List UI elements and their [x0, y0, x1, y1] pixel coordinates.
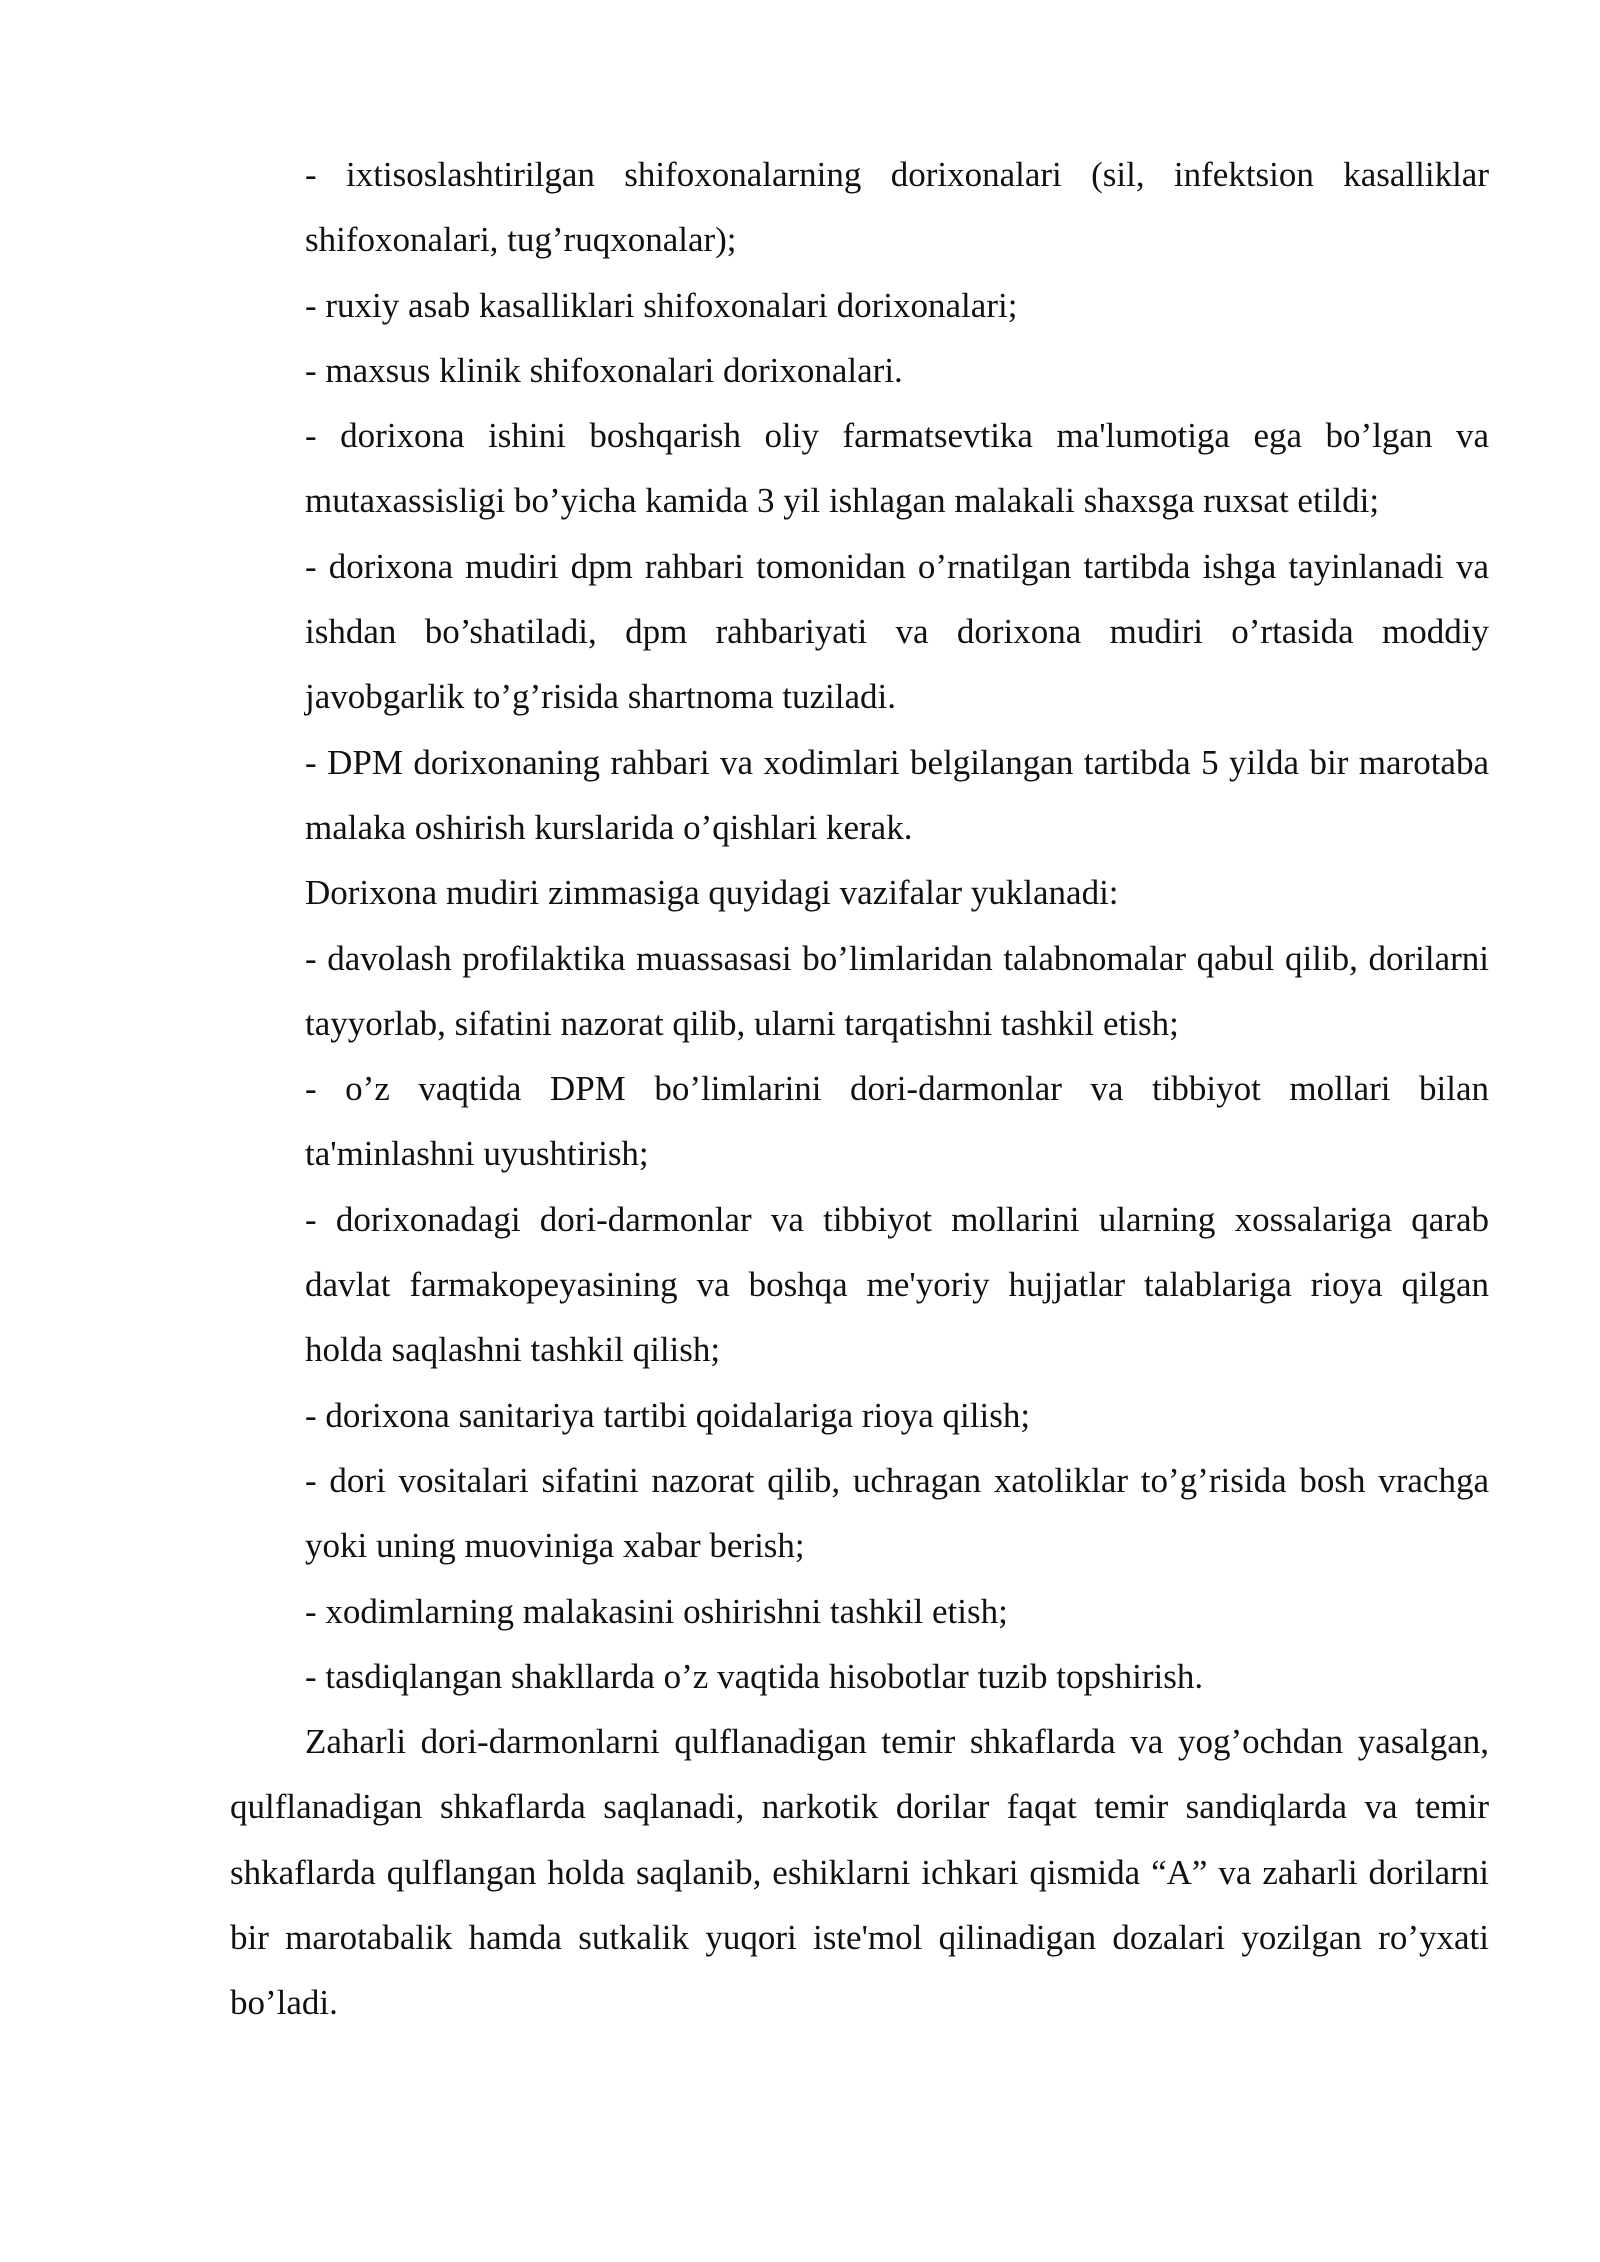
- list-item: - DPM dorixonaning rahbari va xodimlari belgilangan tartibda 5 yilda bir marotaba malaka oshirish kurslarida o’qishlari kerak.: [305, 742, 1489, 847]
- list-item: - dorixona sanitariya tartibi qoidalariga rioya qilish;: [305, 1395, 1031, 1435]
- list-item: - xodimlarning malakasini oshirishni tashkil etish;: [305, 1591, 1008, 1631]
- list-item: - ixtisoslashtirilgan shifoxonalarning dorixonalari (sil, infektsion kasalliklar shifoxonalari, tug’ruqxonalar);: [305, 155, 1489, 260]
- document-body: [230, 142, 1489, 2036]
- list-item: - tasdiqlangan shakllarda o’z vaqtida hisobotlar tuzib topshirish.: [305, 1656, 1204, 1696]
- list-item: - davolash profilaktika muassasasi bo’limlaridan talabnomalar qabul qilib, dorilarni tayyorlab, sifatini nazorat qilib, ularni tarqatishni tashkil etish;: [305, 938, 1489, 1043]
- closing-paragraph: Zaharli dori-darmonlarni qulflanadigan temir shkaflarda va yog’ochdan yasalgan, qulflanadigan shkaflarda saqlanadi, narkotik dorilar faqat temir sandiqlarda va temir shkaflarda qulflangan holda saqlanib, eshiklarni ichkari qismida “A” va zaharli dorilarni bir marotabalik hamda sutkalik yuqori iste'mol qilinadigan dozalari yozilgan ro’yxati bo’ladi.: [230, 1722, 1489, 2023]
- list-item: - dorixona ishini boshqarish oliy farmatsevtika ma'lumotiga ega bo’lgan va mutaxassisligi bo’yicha kamida 3 yil ishlagan malakali shaxsga ruxsat etildi;: [305, 416, 1489, 521]
- duties-heading: Dorixona mudiri zimmasiga quyidagi vazifalar yuklanadi:: [305, 873, 1119, 913]
- list-item: - dori vositalari sifatini nazorat qilib, uchragan xatoliklar to’g’risida bosh vrachga yoki uning muoviniga xabar berish;: [305, 1460, 1489, 1566]
- list-item: - o’z vaqtida DPM bo’limlarini dori-darmonlar va tibbiyot mollari bilan ta'minlashni uyushtirish;: [305, 1069, 1489, 1174]
- list-item: - dorixonadagi dori-darmonlar va tibbiyot mollarini ularning xossalariga qarab davlat farmakopeyasining va boshqa me'yoriy hujjatlar talablariga rioya qilgan holda saqlashni tashkil qilish;: [305, 1199, 1489, 1370]
- list-item: - ruxiy asab kasalliklari shifoxonalari dorixonalari;: [305, 285, 1018, 325]
- list-item: - maxsus klinik shifoxonalari dorixonalari.: [305, 350, 903, 390]
- list-item: - dorixona mudiri dpm rahbari tomonidan o’rnatilgan tartibda ishga tayinlanadi va ishdan bo’shatiladi, dpm rahbariyati va dorixona mudiri o’rtasida moddiy javobgarlik to’g’risida shartnoma tuziladi.: [305, 546, 1489, 717]
